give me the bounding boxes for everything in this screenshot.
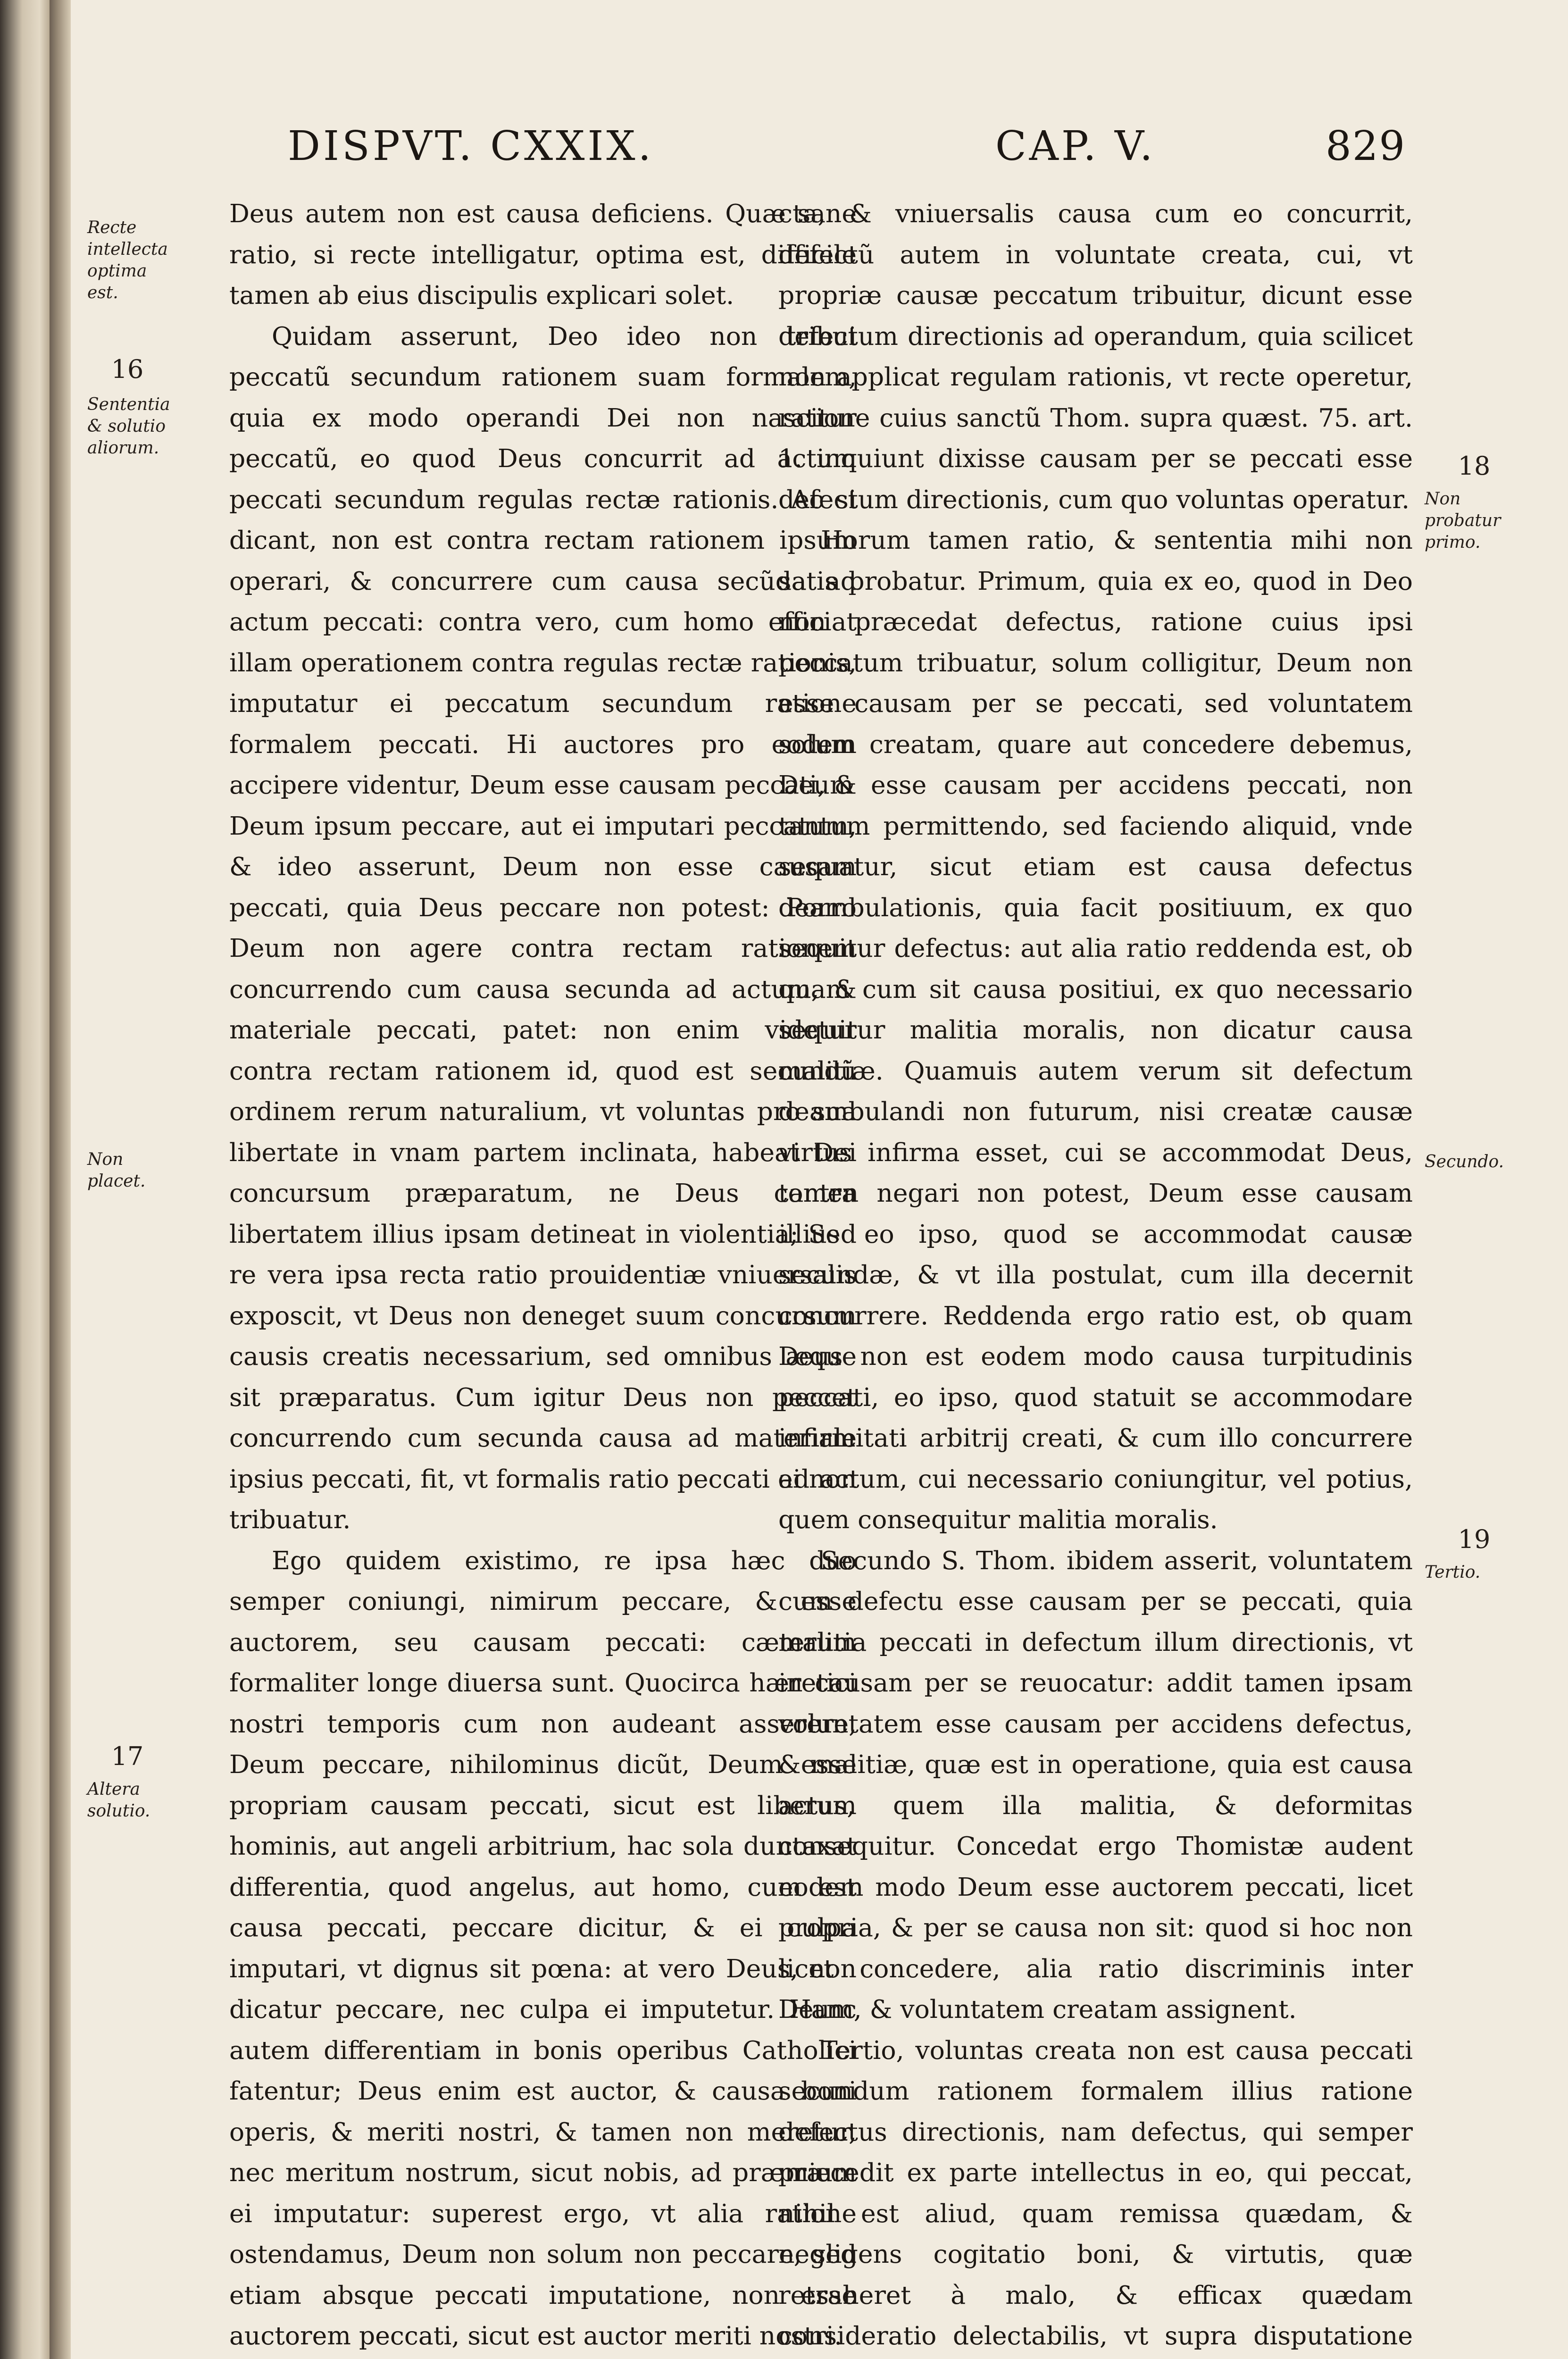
- margin-note-non-placet: Non placet.: [87, 1150, 146, 1191]
- book-gutter: [50, 0, 71, 2359]
- margin-note-number-16: 16: [111, 354, 144, 384]
- paragraph: Quidam asserunt, Deo ideo non tribui peccatũ secundum rationem suam formalem, quia ex modo operandi Dei non nascitur peccatũ, eo quod Deus concurrit ad actum peccati secundum regulas rectæ rationis. Ac si dicant, non est contra rectam rationem ipsum operari, & concurrere cum causa secũda ad actum peccati: contra vero, cum homo efficiat illam operationem contra regulas rectæ rationis, imputatur ei peccatum secundum ratione formalem peccati. Hi auctores pro eodem accipere videntur, Deum esse causam peccati, & Deum ipsum peccare, aut ei imputari peccatum, & ideo asserunt, Deum non esse causam peccati, quia Deus peccare non potest: Porro Deum non agere contra rectam rationem concurrendo cum causa secunda ad actum, & materiale peccati, patet: non enim videtur contra rectam rationem id, quod est secundũ ordinem rerum naturalium, vt voluntas pro sua libertate in vnam partem inclinata, habeat Dei concursum præparatum, ne Deus contra libertatem illius ipsam detineat in violentia; Sed re vera ipsa recta ratio prouidentiæ vniuersalis exposcit, vt Deus non deneget suum concursum causis creatis necessarium, sed omnibus æque sit præparatus. Cum igitur Deus non peccet concurrendo cum secunda causa ad materiale ipsius peccati, fit, vt formalis ratio peccati ei non tribuatur.: [229, 321, 857, 1534]
- margin-note-recte-intellecta: Recte intellecta optima est.: [87, 218, 168, 302]
- margin-note-number-18: 18: [1458, 451, 1491, 481]
- page-number: 829: [1326, 123, 1406, 170]
- margin-note-secundo: Secundo.: [1425, 1152, 1504, 1171]
- margin-note-non-probatur: Non probatur primo.: [1425, 489, 1501, 552]
- paragraph: Ego quidem existimo, re ipsa hæc duo semper coniungi, nimirum peccare, & esse auctorem, seu causam peccati: cæterum formaliter longe diuersa sunt. Quocirca hæretici nostri temporis cum non audeant asserere, Deum peccare, nihilominus dicũt, Deum esse propriam causam peccati, sicut est liberum hominis, aut angeli arbitrium, hac sola duntaxat differentia, quod angelus, aut homo, cum est causa peccati, peccare dicitur, & ei culpa imputari, vt dignus sit pœna: at vero Deus, non dicatur peccare, nec culpa ei imputetur. Hanc autem differentiam in bonis operibus Catholici fatentur; Deus enim est auctor, & causa boni operis, & meriti nostri, & tamen non meretur, nec meritum nostrum, sicut nobis, ad præmium ei imputatur: superest ergo, vt alia ratione ostendamus, Deum non solum non peccare, sed etiam absque peccati imputatione, non esse auctorem peccati, sicut est auctor meriti nostri.: [229, 1545, 857, 2351]
- margin-note-altera-solutio: Altera solutio.: [87, 1780, 150, 1821]
- paragraph: Tertio, voluntas creata non est causa peccati secundum rationem formalem illius ratione defectus directionis, nam defectus, qui semper præcedit ex parte intellectus in eo, qui peccat, nihil est aliud, quam remissa quædam, & negligens cogitatio boni, & virtutis, quæ retraheret à malo, & efficax quædam consideratio delectabilis, vt supra disputatione: [778, 2035, 1413, 2351]
- margin-note-tertio: Tertio.: [1425, 1563, 1481, 1582]
- running-head-disputatio: DISPVT. CXXIX.: [288, 123, 654, 170]
- previous-page-edge: [0, 0, 50, 2359]
- paragraph: cta, & vniuersalis causa cum eo concurrit, defectũ autem in voluntate creata, cui, vt propriæ causæ peccatum tribuitur, dicunt esse defectum directionis ad operandum, quia scilicet non applicat regulam rationis, vt recte operetur, ratione cuius sanctũ Thom. supra quæst. 75. art. 1. inquiunt dixisse causam per se peccati esse defectum directionis, cum quo voluntas operatur.: [778, 199, 1413, 514]
- margin-note-number-17: 17: [111, 1741, 144, 1771]
- paragraph: Deus autem non est causa deficiens. Quæ sane ratio, si recte intelligatur, optima est, difficile tamen ab eius discipulis explicari solet.: [229, 199, 857, 310]
- margin-note-number-19: 19: [1458, 1524, 1491, 1554]
- book-page: [71, 0, 1568, 2359]
- running-head-caput: CAP. V.: [995, 123, 1156, 170]
- margin-note-sententia: Sententia & solutio aliorum.: [87, 395, 170, 458]
- text-column-right: [778, 193, 1413, 2359]
- paragraph: [229, 2357, 857, 2359]
- paragraph: Secundo S. Thom. ibidem asserit, voluntatem cum defectu esse causam per se peccati, quia malitia peccati in defectum illum directionis, vt in causam per se reuocatur: addit tamen ipsam voluntatem esse causam per accidens defectus, & malitiæ, quæ est in operatione, quia est causa actus, quem illa malitia, & deformitas consequitur. Concedat ergo Thomistæ audent eodem modo Deum esse auctorem peccati, licet propria, & per se causa non sit: quod si hoc non licet concedere, alia ratio discriminis inter Deum, & voluntatem creatam assignent.: [778, 1545, 1413, 2024]
- text-column-left: [229, 193, 857, 2359]
- paragraph: Horum tamen ratio, & sententia mihi non satis probatur. Primum, quia ex eo, quod in Deo non præcedat defectus, ratione cuius ipsi peccatum tribuatur, solum colligitur, Deum non esse causam per se peccati, sed voluntatem solum creatam, quare aut concedere debemus, Deum esse causam per accidens peccati, non tantum permittendo, sed faciendo aliquid, vnde sequatur, sicut etiam est causa defectus deambulationis, quia facit positiuum, ex quo sequitur defectus: aut alia ratio reddenda est, ob quam cum sit causa positiui, ex quo necessario sequitur malitia moralis, non dicatur causa malitiæ. Quamuis autem verum sit defectum deambulandi non futurum, nisi creatæ causæ virtus infirma esset, cui se accommodat Deus, tamen negari non potest, Deum esse causam illius eo ipso, quod se accommodat causæ secundæ, & vt illa postulat, cum illa decernit concurrere. Reddenda ergo ratio est, ob quam Deus non est eodem modo causa turpitudinis peccati, eo ipso, quod statuit se accommodare infirmitati arbitrij creati, & cum illo concurrere ad actum, cui necessario coniungitur, vel potius, quem consequitur malitia moralis.: [778, 525, 1413, 1534]
